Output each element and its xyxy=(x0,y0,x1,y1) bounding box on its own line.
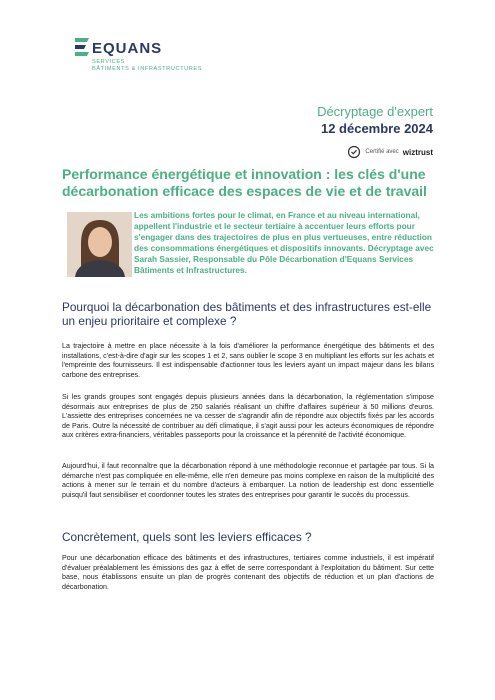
paragraph: Si les grands groupes sont engagés depuis plusieurs années dans la décarbonation, la réglementation s'impose désormais aux entreprises de plus de 250 salariés réalisant un chiffre d'affaires supérieur à 50 millions d'euros. L'assiette des entreprises concernées ne va cesser de s'agrandir afin de répondre aux objectifs fixés par les accords de Paris. Outre la nécessité de contribuer au défi climatique, il s'agit aussi pour les acteurs économiques de répondre aux critères extra-financiers, véritables passeports pour la croissance et la pérennité de l'activité économique. xyxy=(62,393,434,439)
section-heading-2: Concrètement, quels sont les leviers efficaces ? xyxy=(62,530,312,544)
intro-paragraph: Les ambitions fortes pour le climat, en France et au niveau international, appellent l'industrie et le secteur tertiaire à accentuer leurs efforts pour s'engager dans des trajectoires de plus en plus vertueuses, entre réduction des consommations énergétiques et dispositifs innovants. Décryptage avec Sarah Sassier, Responsable du Pôle Décarbonation d'Equans Services Bâtiments et Infrastructures. xyxy=(134,210,434,275)
expert-portrait xyxy=(67,212,132,277)
section-heading-1: Pourquoi la décarbonation des bâtiments et des infrastructures est-elle un enjeu prioritaire et complexe ? xyxy=(62,300,432,328)
stamp-icon xyxy=(347,145,361,159)
paragraph: Aujourd'hui, il faut reconnaître que la décarbonation répond à une méthodologie reconnue et partagée par tous. Si la démarche n'est pas compliquée en elle-même, elle n'en demeure pas moins complexe en raison de la multiplicité des actions à mener sur le terrain et du nombre d'acteurs à embarquer. La notion de leadership est donc essentielle puisqu'il faut sensibiliser et coordonner toutes les strates des entreprises pour garantir le succès du processus. xyxy=(62,462,434,499)
logo-brand-name: EQUANS xyxy=(92,40,163,57)
document-type: Décryptage d'expert xyxy=(317,104,433,119)
equans-mark-icon xyxy=(72,36,92,60)
paragraph: La trajectoire à mettre en place nécessite à la fois d'améliorer la performance énergétique des bâtiments et des installations, c'est-à-dire d'agir sur les scopes 1 et 2, sans oublier le scope 3 en multipliant les efforts sur les achats et l'empreinte des fournisseurs. Il est indispensable d'actionner tous les leviers ayant un impact majeur dans les bilans carbone des entreprises. xyxy=(62,342,434,379)
logo-tagline-1: SERVICES xyxy=(92,59,125,65)
equans-logo xyxy=(72,36,272,76)
document-title: Performance énergétique et innovation : les clés d'une décarbonation efficace des espaces de vie et de travail xyxy=(62,166,427,199)
certification xyxy=(347,144,433,160)
logo-tagline-2: BÂTIMENTS & INFRASTRUCTURES xyxy=(92,66,203,72)
paragraph: Pour une décarbonation efficace des bâtiments et des infrastructures, tertiaires comme industriels, il est impératif d'évaluer préalablement les émissions des gaz à effet de serre correspondant à l'exploitation du bâtiment. Sur cette base, nous établissons ensuite un plan de progrès contenant des objectifs de réduction et un plan d'actions de décarbonation. xyxy=(62,554,434,591)
document-date: 12 décembre 2024 xyxy=(320,121,433,136)
cert-label: Certifié avec xyxy=(365,149,399,155)
cert-brand: wiztrust xyxy=(402,147,433,157)
